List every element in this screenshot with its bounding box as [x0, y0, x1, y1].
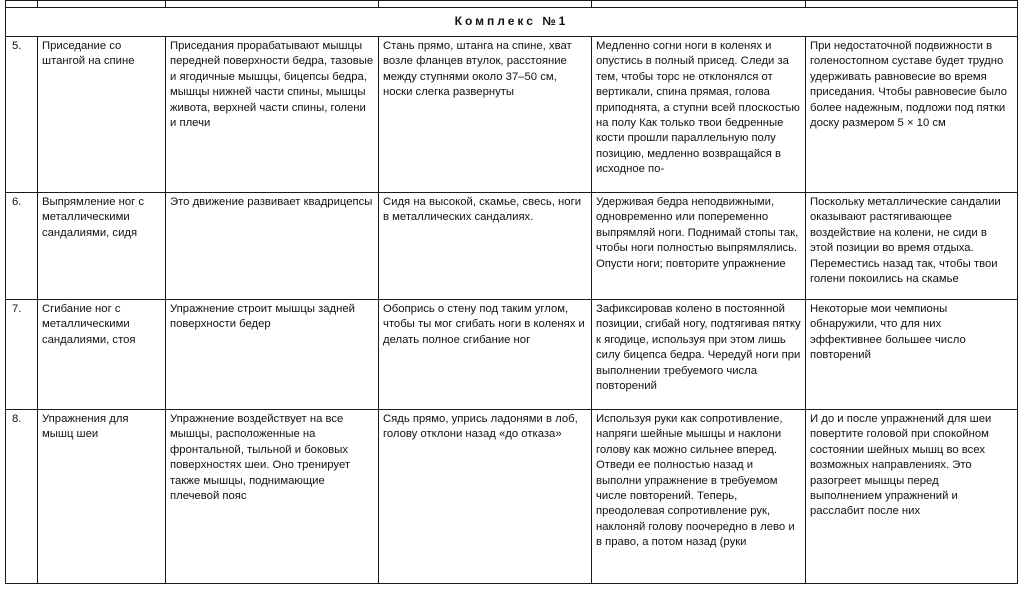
exercise-notes: И до и после упражнений для шеи повертите головой при спокойном состоянии шейных мышц во всех возможных направлениях. Это разогреет мышцы перед выполнением упражнений и расслабит после них: [806, 410, 1018, 584]
table-top-stub-row: [6, 1, 1018, 8]
exercise-table: [5, 0, 1018, 584]
exercise-number: 8.: [6, 410, 38, 584]
table-cell: [6, 1, 38, 8]
exercise-notes: Поскольку металлические сандалии оказывают растягивающее воздействие на колени, не сиди в этой позиции во время отдыха. Переместись назад так, чтобы твои голени покоились на скамье: [806, 193, 1018, 300]
complex-header-row: [6, 8, 1018, 37]
table-cell: [592, 1, 806, 8]
table-cell: [38, 1, 166, 8]
exercise-name: Сгибание ног с металлическими сандалиями, стоя: [38, 300, 166, 410]
exercise-number: 5.: [6, 37, 38, 193]
exercise-number: 6.: [6, 193, 38, 300]
exercise-execution: Медленно согни ноги в коленях и опустись в полный присед. Следи за тем, чтобы торс не отклонялся от вертикали, спина прямая, голова приподнята, а ступни всей плоскостью на полу Как только твои бедренные кости прошли параллельную полу позицию, медленно возвращайся в исходное по-: [592, 37, 806, 193]
exercise-effect: Приседания прорабатывают мышцы передней поверхности бедра, тазовые и ягодичные мышцы, бицепсы бедра, мышцы нижней части спины, мышцы живота, верхней части спины, голени и плечи: [166, 37, 379, 193]
table-row: [6, 300, 1018, 410]
table-cell: [806, 1, 1018, 8]
table-row: [6, 193, 1018, 300]
table-row: [6, 37, 1018, 193]
exercise-execution: Зафиксировав колено в постоянной позиции, сгибай ногу, подтягивая пятку к ягодице, используя при этом лишь силу бицепса бедра. Чередуй ноги при выполнении требуемого числа повторений: [592, 300, 806, 410]
exercise-start-position: Стань прямо, штанга на спине, хват возле фланцев втулок, расстояние между ступнями около 37–50 см, носки слегка развернуты: [379, 37, 592, 193]
complex-title: Комплекс №1: [6, 8, 1018, 37]
exercise-name: Выпрямление ног с металлическими сандалиями, сидя: [38, 193, 166, 300]
exercise-notes: Некоторые мои чемпионы обнаружили, что для них эффективнее большее число повторений: [806, 300, 1018, 410]
exercise-start-position: Обопрись о стену под таким углом, чтобы ты мог сгибать ноги в коленях и делать полное сгибание ног: [379, 300, 592, 410]
exercise-execution: Удерживая бедра неподвижными, одновременно или попеременно выпрямляй ноги. Поднимай стопы так, чтобы ноги полностью выпрямлялись. Опусти ноги; повторите упражнение: [592, 193, 806, 300]
exercise-name: Упражнения для мышц шеи: [38, 410, 166, 584]
table-cell: [166, 1, 379, 8]
exercise-effect: Упражнение строит мышцы задней поверхности бедер: [166, 300, 379, 410]
exercise-number: 7.: [6, 300, 38, 410]
exercise-effect: Упражнение воздействует на все мышцы, расположенные на фронтальной, тыльной и боковых поверхностях шеи. Оно тренирует также мышцы, поднимающие плечевой пояс: [166, 410, 379, 584]
table-row: [6, 410, 1018, 584]
exercise-effect: Это движение развивает квадрицепсы: [166, 193, 379, 300]
exercise-notes: При недостаточной подвижности в голеностопном суставе будет трудно удерживать равновесие во время приседания. Чтобы равновесие было более надежным, подложи под пятки доску размером 5 × 10 см: [806, 37, 1018, 193]
exercise-name: Приседание со штангой на спине: [38, 37, 166, 193]
exercise-start-position: Сидя на высокой, скамье, свесь, ноги в металлических сандалиях.: [379, 193, 592, 300]
table-cell: [379, 1, 592, 8]
exercise-start-position: Сядь прямо, упрись ладонями в лоб, голову отклони назад «до отказа»: [379, 410, 592, 584]
exercise-execution: Используя руки как сопротивление, напряги шейные мышцы и наклони голову как можно сильнее вперед. Отведи ее полностью назад и выполни упражнение в требуемом числе повторений. Теперь, преодолевая сопротивление рук, наклоняй голову поочередно в лево и в право, а потом назад (руки: [592, 410, 806, 584]
